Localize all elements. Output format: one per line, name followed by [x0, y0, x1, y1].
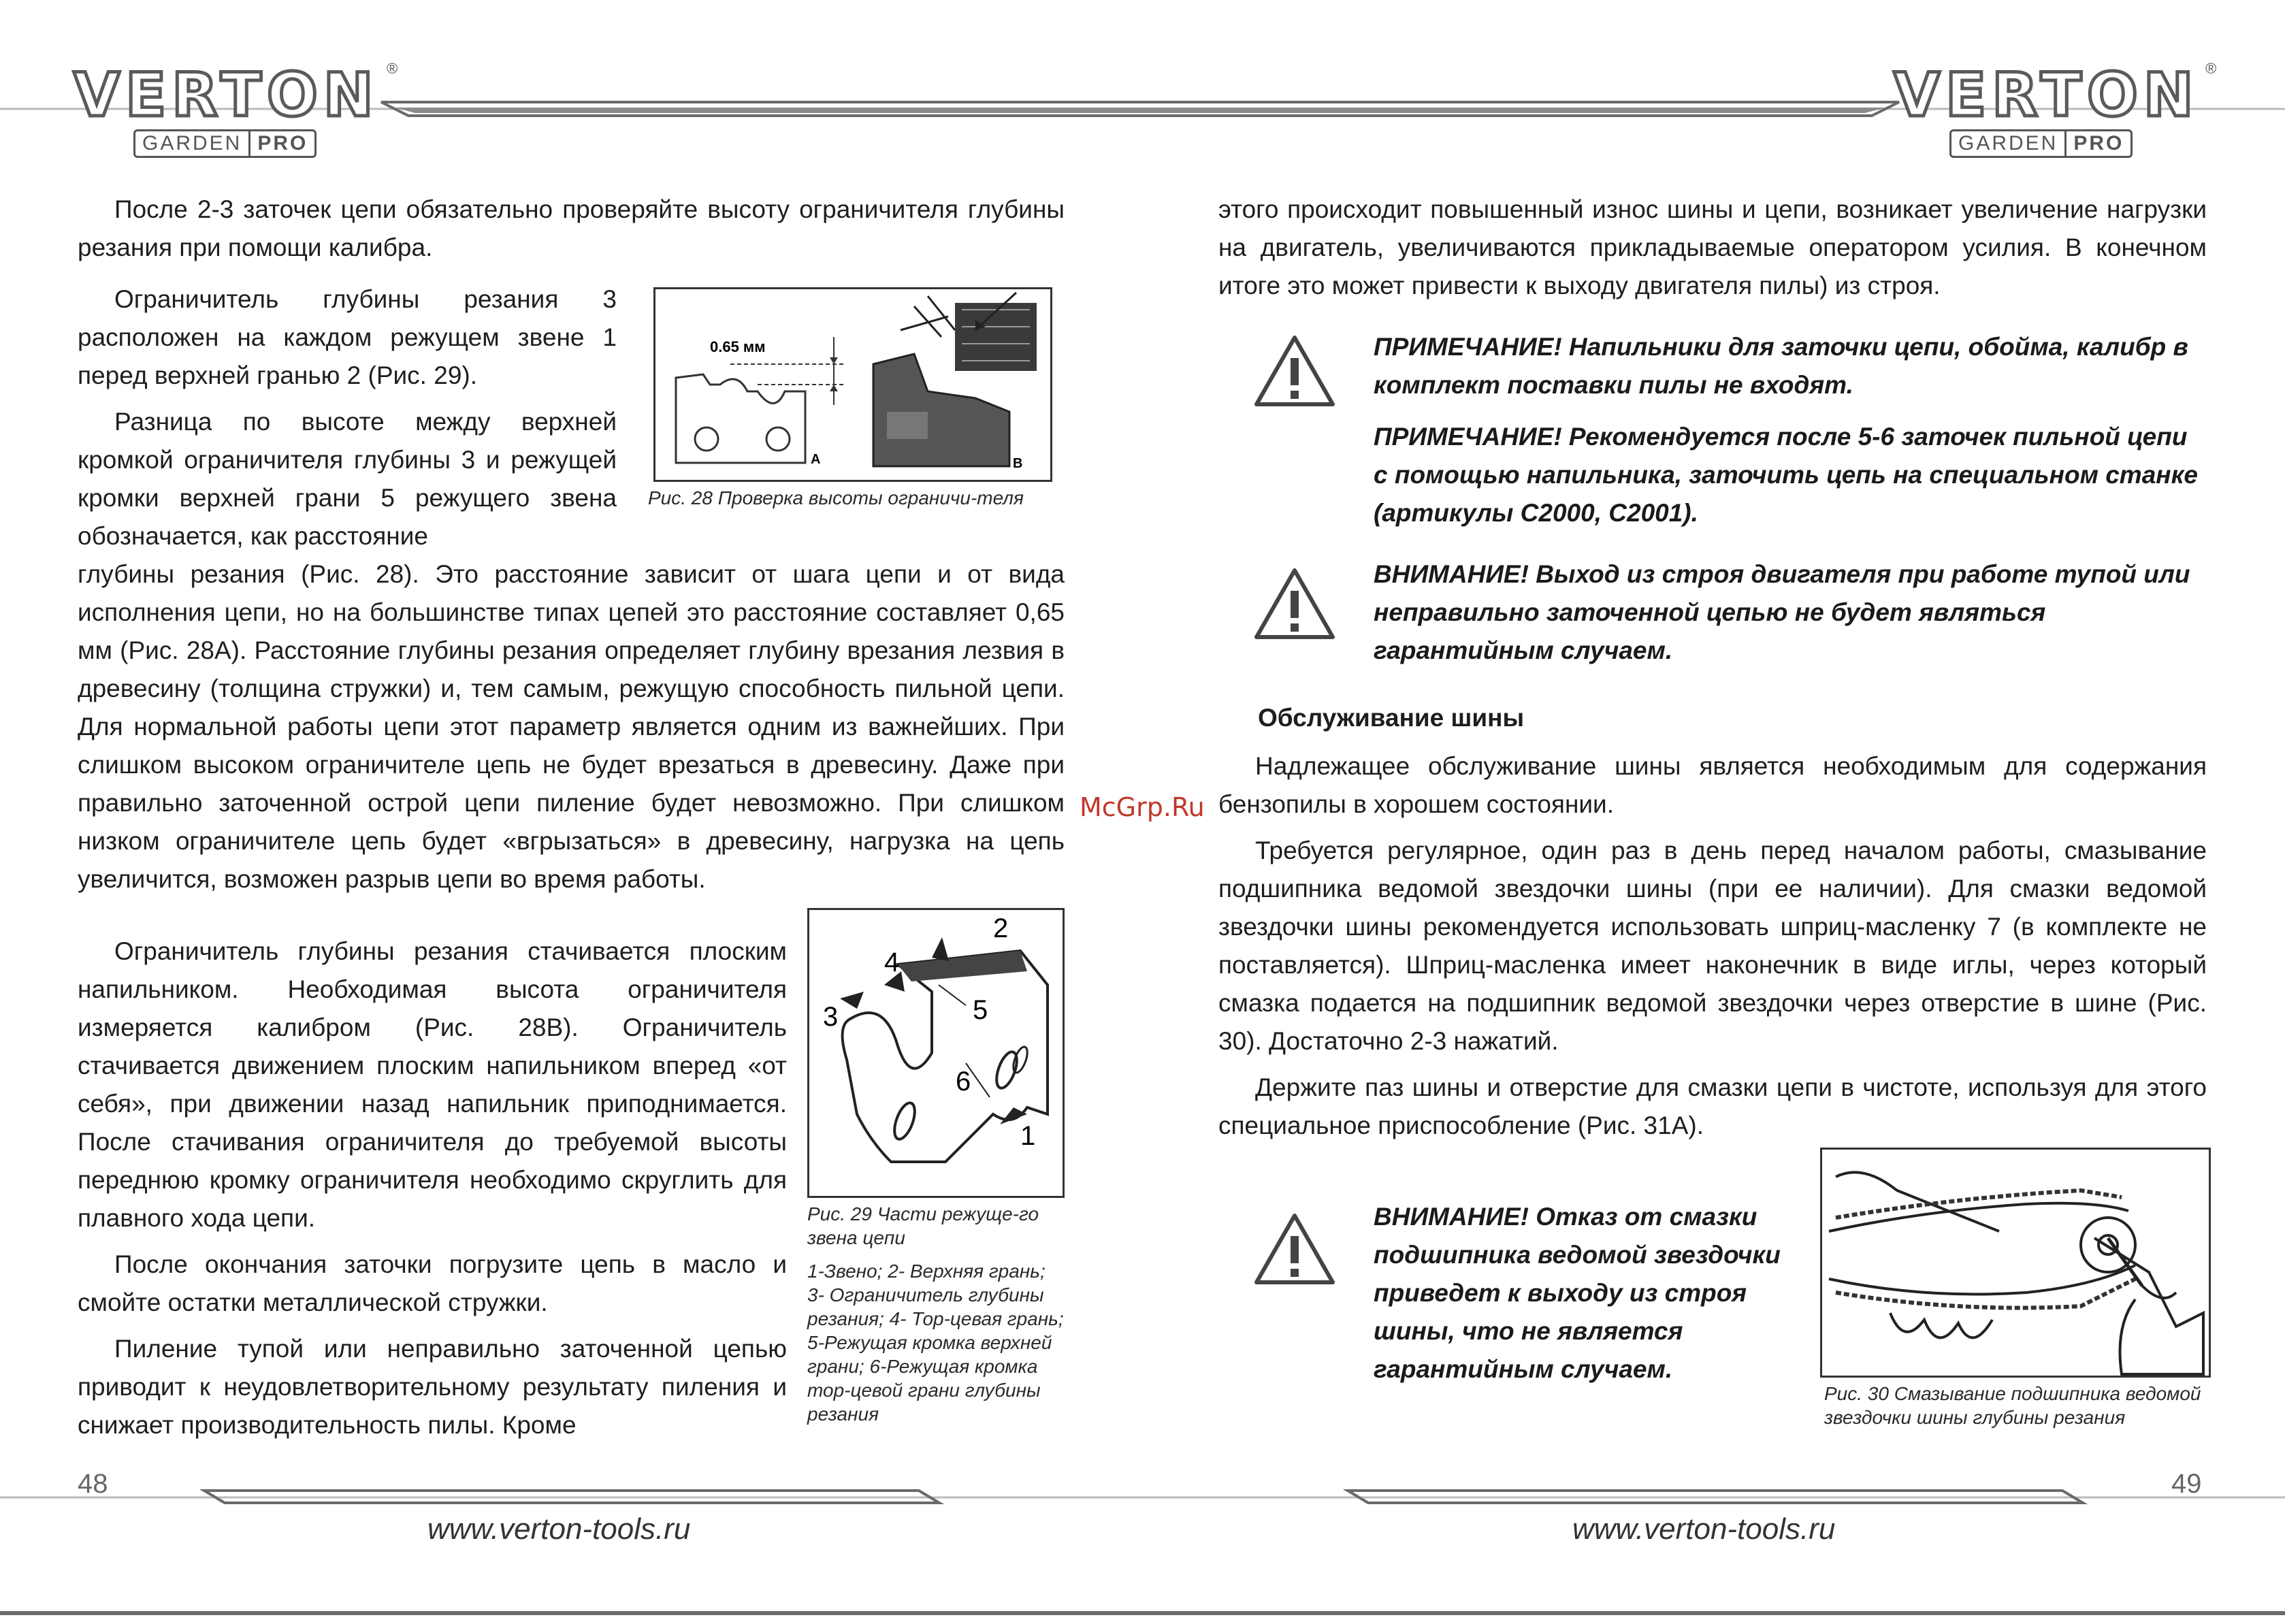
- watermark: McGrp.Ru: [1080, 792, 1205, 822]
- figure-29: [807, 908, 1065, 1198]
- figure-29-number-6: 6: [956, 1067, 971, 1097]
- figure-29-number-3: 3: [823, 1002, 839, 1032]
- warning-icon-3: [1252, 1212, 1337, 1290]
- garden-label: GARDEN: [1958, 132, 2058, 155]
- note-1: ПРИМЕЧАНИЕ! Напильники для заточки цепи, обойма, калибр в комплект поставки пилы не входят.: [1374, 333, 2188, 399]
- figure-28-label-a: A: [811, 452, 821, 467]
- note-3: ВНИМАНИЕ! Выход из строя двигателя при работе тупой или неправильно заточенной цепью не будет являться гарантийным случаем.: [1374, 560, 2190, 664]
- warning-triangle-icon: [1252, 334, 1337, 408]
- left-paragraph-4: глубины резания (Рис. 28). Это расстояние зависит от шага цепи и от вида исполнения цепи, но на большинстве типах цепей это расстояние составляет 0,65 мм (Рис. 28А). Расстояние глубины резания определяет глубину врезания лезвия в древесину (толщина стружки) и, тем самым, режущую способность пильной цепи. Для нормальной работы цепи этот параметр является одним из важнейших. При слишком высоком ограничителе цепь не будет врезаться в древесину. Даже при правильно заточенной острой цепи пиление будет невозможно. При слишком низком ограничителе цепь будет «вгрызаться» в древесину, нагрузка на цепь увеличится, возможен разрыв цепи во время работы.: [78, 560, 1065, 893]
- right-paragraph-2: Надлежащее обслуживание шины является необходимым для содержания бензопилы в хорошем состоянии.: [1218, 752, 2207, 818]
- footer-decor: [0, 1470, 2285, 1621]
- warning-icon-2: [1252, 566, 1337, 645]
- figure-28-measure: 0.65 мм: [710, 338, 766, 355]
- page-number-left: 48: [78, 1469, 108, 1499]
- garden-pro-badge-right: [1949, 129, 2133, 158]
- figure-29-drawing: [809, 910, 1063, 1196]
- website-link-right[interactable]: www.verton-tools.ru: [1572, 1512, 1836, 1546]
- registered-mark-left: ®: [387, 60, 398, 77]
- pro-label: PRO: [248, 131, 308, 156]
- left-paragraph-5: Ограничитель глубины резания стачивается плоским напильником. Необходимая высота ограничителя измеряется калибром (Рис. 28В). Ограничитель стачивается движением плоским напильником вперед «от себя», при движении назад напильник приподнимается. После стачивания ограничителя до требуемой высоты переднюю кромку ограничителя необходимо скруглить для плавного хода цепи.: [78, 937, 787, 1232]
- garden-label: GARDEN: [142, 132, 242, 155]
- section-heading: Обслуживание шины: [1258, 704, 1525, 732]
- figure-29-number-4: 4: [884, 947, 900, 977]
- figure-29-legend: 1-Звено; 2- Верхняя грань; 3- Ограничитель глубины резания; 4- Тор-цевая грань; 5-Режущая кромка верхней грани; 6-Режущая кромка тор-цевой грани глубины резания: [807, 1261, 1064, 1425]
- figure-30: [1820, 1148, 2211, 1378]
- right-paragraph-1: этого происходит повышенный износ шины и цепи, возникает увеличение нагрузки на двигатель, увеличиваются прикладываемые оператором усилия. В конечном итоге это может привести к выходу двигателя пилы) из строя.: [1218, 195, 2207, 299]
- left-paragraph-6: После окончания заточки погрузите цепь в масло и смойте остатки металлической стружки.: [78, 1250, 787, 1316]
- note-2: ПРИМЕЧАНИЕ! Рекомендуется после 5-6 заточек пильной цепи с помощью напильника, заточить цепь на специальном станке (артикулы С2000, С2001).: [1374, 423, 2198, 527]
- warning-icon-1: [1252, 334, 1337, 412]
- figure-29-number-5: 5: [973, 995, 988, 1025]
- figure-29-number-2: 2: [993, 913, 1009, 943]
- left-paragraph-2: Ограничитель глубины резания 3 расположен на каждом режущем звене 1 перед верхней гранью 2 (Рис. 29).: [78, 285, 617, 389]
- left-paragraph-7: Пиление тупой или неправильно заточенной цепью приводит к неудовлетворительному результату пиления и снижает производительность пилы. Кроме: [78, 1335, 787, 1439]
- brand-logo-left: VERTON: [74, 60, 379, 130]
- figure-28-drawing: [655, 289, 1050, 480]
- pro-label: PRO: [2064, 131, 2124, 156]
- page-number-right: 49: [2171, 1469, 2202, 1499]
- garden-pro-badge-left: [133, 129, 317, 158]
- warning-triangle-icon: [1252, 1212, 1337, 1286]
- figure-29-number-1: 1: [1020, 1121, 1036, 1151]
- warning-triangle-icon: [1252, 566, 1337, 641]
- left-paragraph-1: После 2-3 заточек цепи обязательно проверяйте высоту ограничителя глубины резания при помощи калибра.: [78, 195, 1065, 261]
- left-paragraph-3: Разница по высоте между верхней кромкой ограничителя глубины 3 и режущей кромки верхней грани 5 режущего звена обозначается, как расстояние: [78, 408, 617, 550]
- right-paragraph-4: Держите паз шины и отверстие для смазки цепи в чистоте, используя для этого специальное приспособление (Рис. 31А).: [1218, 1073, 2207, 1139]
- figure-30-drawing: [1822, 1150, 2209, 1376]
- figure-29-caption: Рис. 29 Части режуще-го звена цепи: [807, 1203, 1039, 1248]
- figure-28-label-b: B: [1013, 456, 1023, 471]
- footer-rules: [0, 1470, 2285, 1621]
- figure-30-caption: Рис. 30 Смазывание подшипника ведомой звездочки шины глубины резания: [1824, 1383, 2201, 1428]
- note-4: ВНИМАНИЕ! Отказ от смазки подшипника ведомой звездочки приведет к выходу из строя шины, что не является гарантийным случаем.: [1374, 1203, 1781, 1383]
- figure-28-caption: Рис. 28 Проверка высоты ограничи-теля: [648, 487, 1024, 508]
- right-paragraph-3: Требуется регулярное, один раз в день перед началом работы, смазывание подшипника ведомой звездочки шины (при ее наличии). Для смазки ведомой звездочки шины рекомендуется использовать шприц-масленку 7 (в комплекте не поставляется). Шприц-масленка имеет наконечник в виде иглы, через который смазка подается на подшипник ведомой звездочки через отверстие в шине (Рис. 30). Достаточно 2-3 нажатий.: [1218, 837, 2207, 1055]
- website-link-left[interactable]: www.verton-tools.ru: [427, 1512, 691, 1546]
- brand-logo-right: VERTON: [1894, 60, 2199, 130]
- registered-mark-right: ®: [2205, 60, 2217, 77]
- figure-28: [653, 287, 1052, 482]
